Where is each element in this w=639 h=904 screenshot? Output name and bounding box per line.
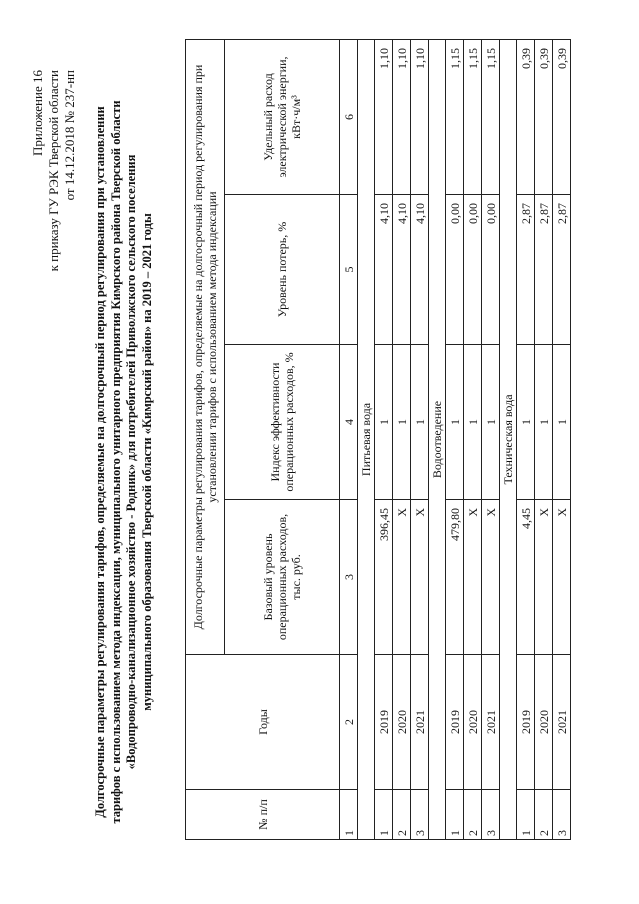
colnum-6: 6 <box>340 39 358 194</box>
colnum-5: 5 <box>340 195 358 345</box>
cell-year: 2019 <box>517 655 535 790</box>
table-row <box>411 39 429 839</box>
title-line-4: муниципального образования Тверской области «Кимрский район» на 2019 – 2021 годы <box>139 213 154 711</box>
table-row <box>482 39 500 839</box>
cell-base: X <box>393 500 411 655</box>
cell-index: 1 <box>446 345 464 500</box>
cell-num: 1 <box>446 790 464 840</box>
cell-loss: 0,00 <box>482 195 500 345</box>
cell-index: 1 <box>464 345 482 500</box>
cell-energy: 1,15 <box>482 39 500 194</box>
header-energy: Удельный расход электрической энергии, кВт·ч/м³ <box>225 39 340 194</box>
colnum-2: 2 <box>340 655 358 790</box>
cell-index: 1 <box>553 345 571 500</box>
section-row <box>429 39 446 839</box>
cell-energy: 1,10 <box>411 39 429 194</box>
cell-num: 2 <box>464 790 482 840</box>
cell-num: 3 <box>482 790 500 840</box>
header-years: Годы <box>186 655 340 790</box>
header-group: Долгосрочные параметры регулирования тарифов, определяемые на долгосрочный период регулирования при установлении тарифов с использованием метода индексации <box>186 39 225 654</box>
annex-line-2: к приказу ГУ РЭК Тверской области <box>46 70 61 272</box>
table-row <box>375 39 393 839</box>
cell-index: 1 <box>482 345 500 500</box>
header-index: Индекс эффективности операционных расходов, % <box>225 345 340 500</box>
section-row <box>358 39 375 839</box>
cell-base: X <box>411 500 429 655</box>
document-title <box>93 60 155 864</box>
cell-energy: 1,10 <box>393 39 411 194</box>
section-row <box>500 39 517 839</box>
title-line-2: тарифов с использованием метода индексации, муниципального унитарного предприятия Кимрского района Тверской области <box>108 100 123 824</box>
table-row <box>464 39 482 839</box>
cell-year: 2019 <box>446 655 464 790</box>
colnum-4: 4 <box>340 345 358 500</box>
cell-num: 1 <box>375 790 393 840</box>
cell-year: 2021 <box>482 655 500 790</box>
table-row <box>553 39 571 839</box>
cell-base: X <box>553 500 571 655</box>
cell-loss: 0,00 <box>464 195 482 345</box>
cell-base: 396,45 <box>375 500 393 655</box>
annex-block <box>30 70 78 271</box>
cell-loss: 0,00 <box>446 195 464 345</box>
table-row <box>393 39 411 839</box>
cell-energy: 0,39 <box>535 39 553 194</box>
section-title: Водоотведение <box>429 39 446 839</box>
header-num: № п/п <box>186 790 340 840</box>
table-row <box>535 39 553 839</box>
cell-loss: 4,10 <box>375 195 393 345</box>
table-row <box>446 39 464 839</box>
cell-year: 2019 <box>375 655 393 790</box>
colnum-3: 3 <box>340 500 358 655</box>
cell-year: 2020 <box>535 655 553 790</box>
cell-index: 1 <box>393 345 411 500</box>
cell-index: 1 <box>411 345 429 500</box>
cell-energy: 0,39 <box>553 39 571 194</box>
colnum-1: 1 <box>340 790 358 840</box>
cell-num: 3 <box>553 790 571 840</box>
header-base: Базовый уровень операционных расходов, тыс. руб. <box>225 500 340 655</box>
cell-index: 1 <box>375 345 393 500</box>
cell-energy: 1,15 <box>446 39 464 194</box>
section-title: Техническая вода <box>500 39 517 839</box>
title-line-1: Долгосрочные параметры регулирования тарифов, определяемые на долгосрочный период регулирования при установлении <box>93 106 107 818</box>
cell-loss: 2,87 <box>553 195 571 345</box>
cell-index: 1 <box>517 345 535 500</box>
cell-num: 3 <box>411 790 429 840</box>
cell-base: X <box>464 500 482 655</box>
cell-index: 1 <box>535 345 553 500</box>
annex-line-3: от 14.12.2018 № 237-нп <box>62 70 77 201</box>
title-line-3: «Водопроводно-канализационное хозяйство - Родник» для потребителей Приволжского сельского поселения <box>124 154 138 770</box>
cell-energy: 0,39 <box>517 39 535 194</box>
cell-year: 2021 <box>411 655 429 790</box>
cell-loss: 4,10 <box>411 195 429 345</box>
header-loss: Уровень потерь, % <box>225 195 340 345</box>
cell-base: 4,45 <box>517 500 535 655</box>
annex-line-1: Приложение 16 <box>30 70 45 157</box>
cell-energy: 1,10 <box>375 39 393 194</box>
cell-energy: 1,15 <box>464 39 482 194</box>
section-title: Питьевая вода <box>358 39 375 839</box>
cell-loss: 4,10 <box>393 195 411 345</box>
cell-num: 2 <box>393 790 411 840</box>
cell-loss: 2,87 <box>535 195 553 345</box>
cell-base: X <box>482 500 500 655</box>
cell-year: 2020 <box>393 655 411 790</box>
tariff-table <box>185 39 571 840</box>
cell-num: 2 <box>535 790 553 840</box>
table-body <box>358 39 571 839</box>
cell-year: 2021 <box>553 655 571 790</box>
table-row <box>517 39 535 839</box>
cell-loss: 2,87 <box>517 195 535 345</box>
cell-base: X <box>535 500 553 655</box>
cell-year: 2020 <box>464 655 482 790</box>
cell-num: 1 <box>517 790 535 840</box>
cell-base: 479,80 <box>446 500 464 655</box>
